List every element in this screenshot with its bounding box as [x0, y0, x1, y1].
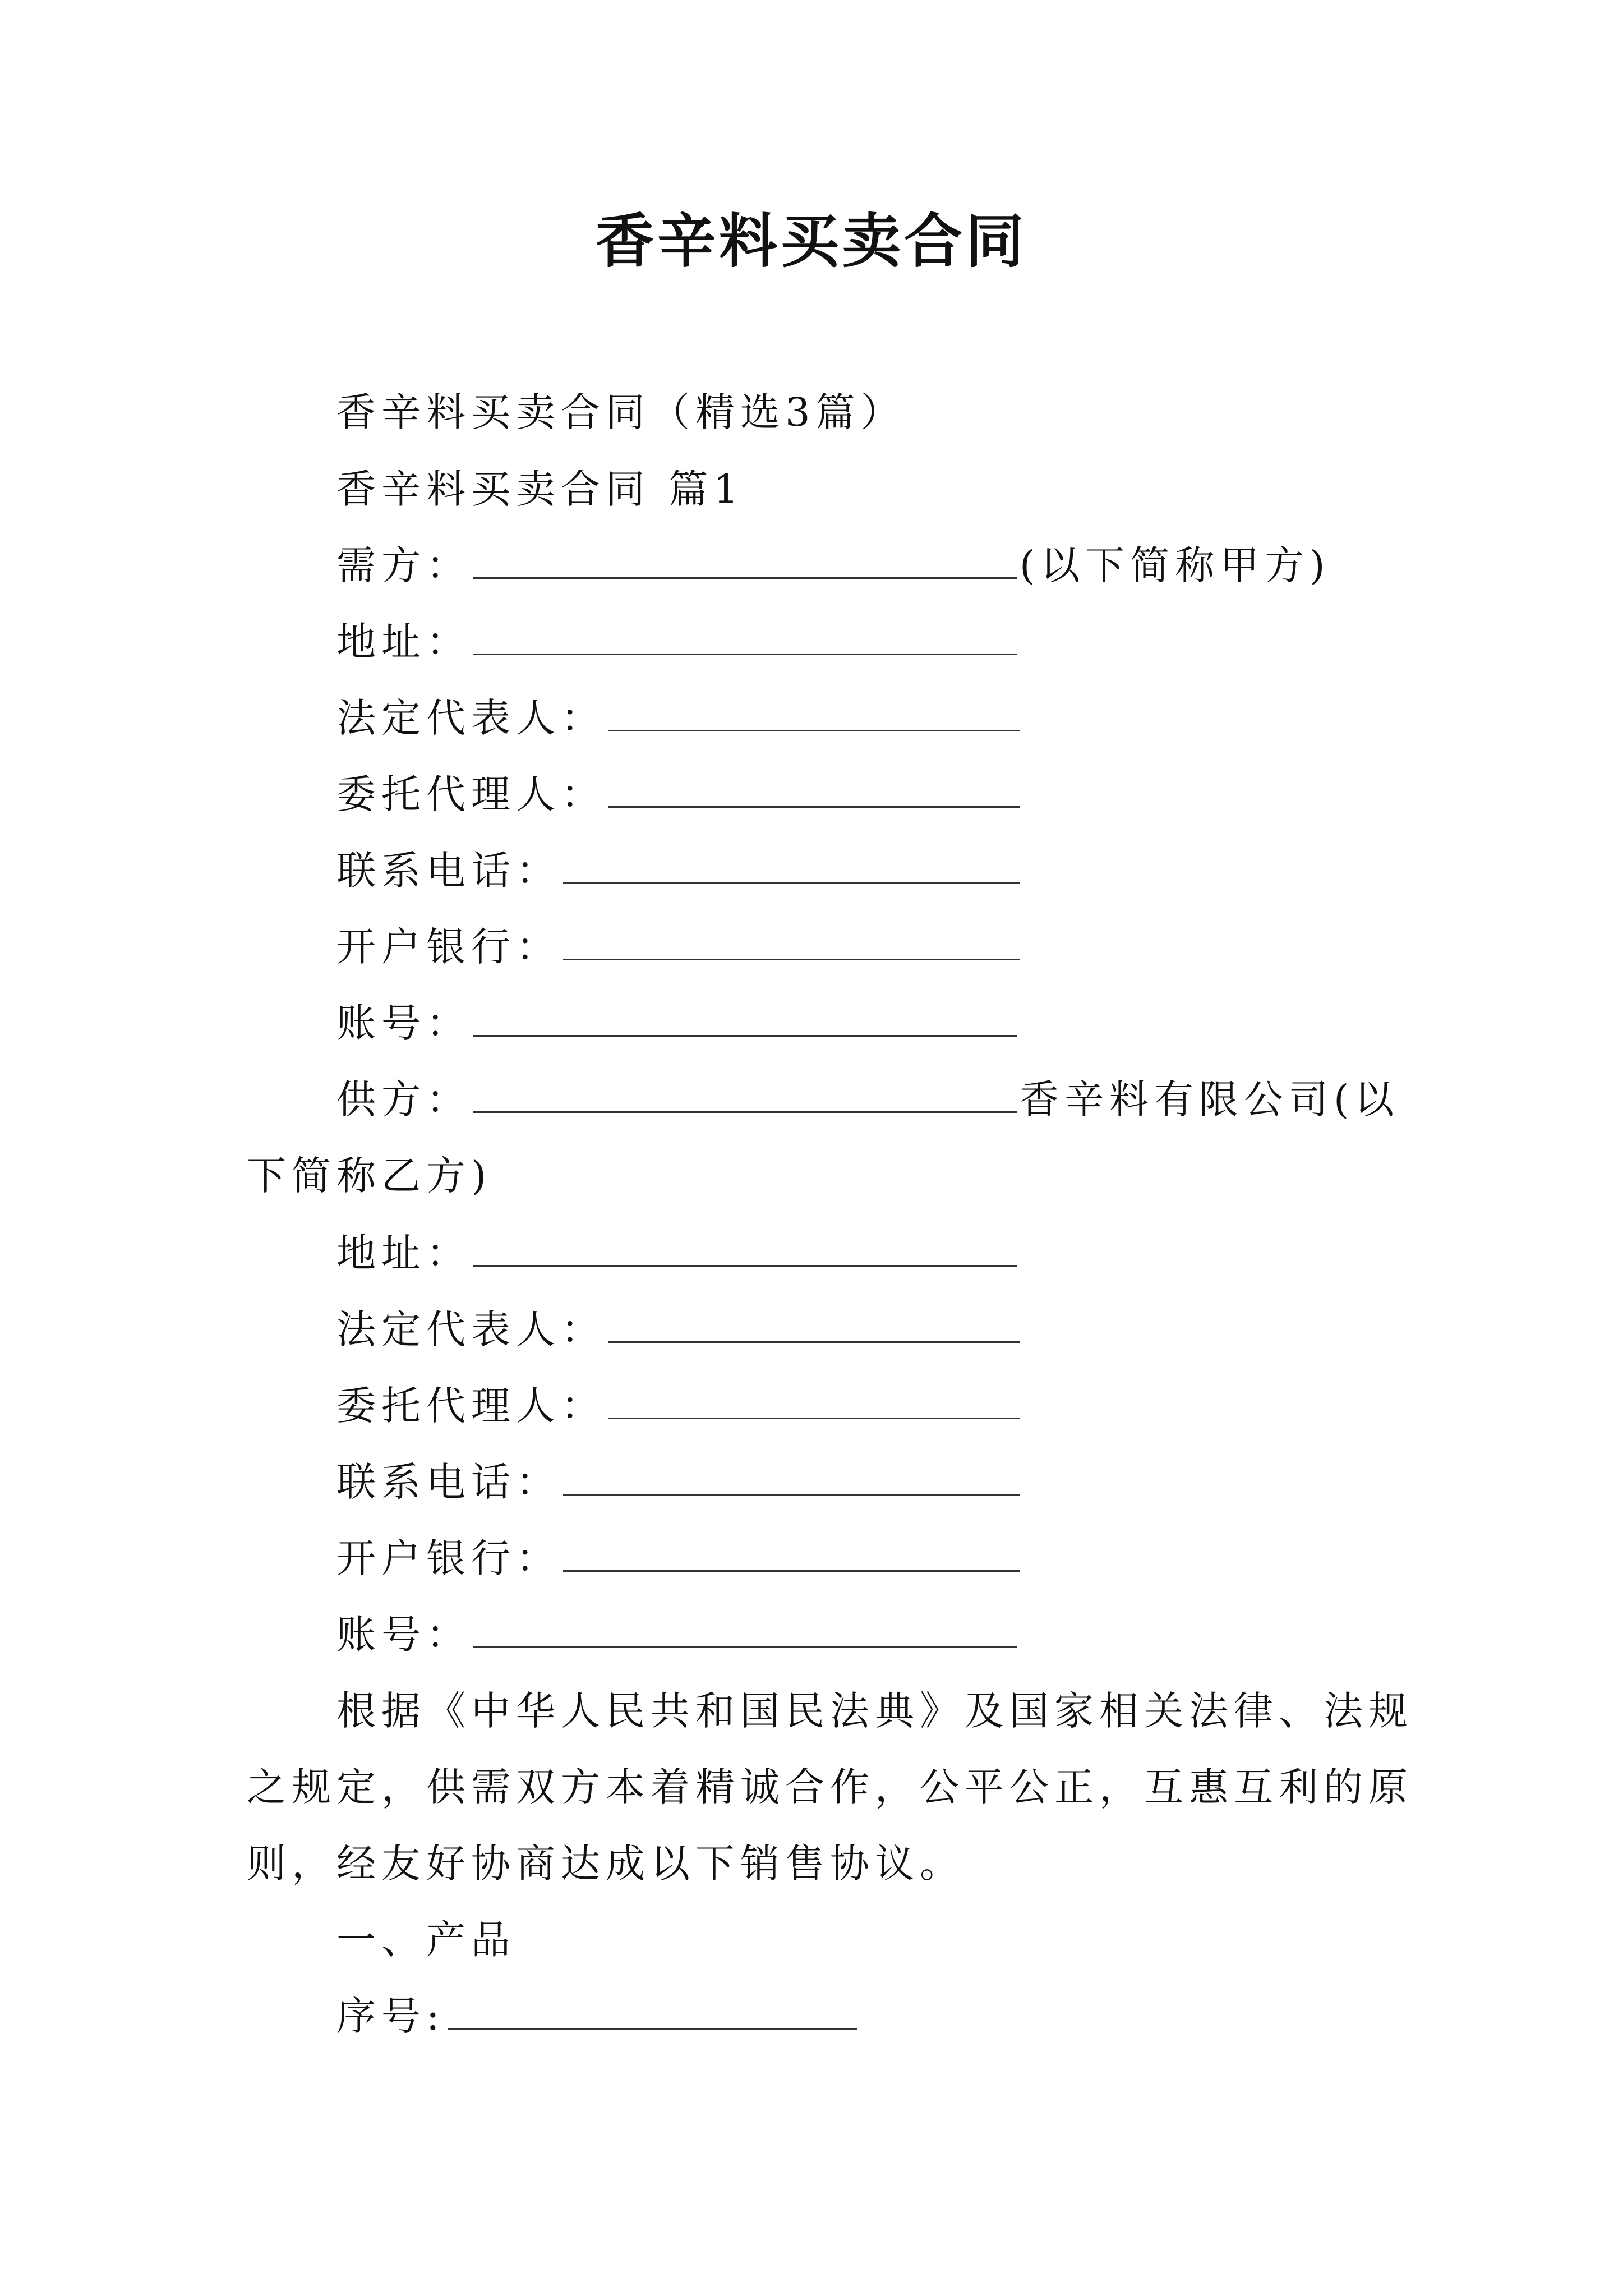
buyer-agent-blank[interactable] [608, 767, 1020, 808]
seller-bank-row [336, 1530, 1022, 1586]
seller-name-suffix-cont: 下简称乙方) [247, 1153, 492, 1199]
seller-name-label: 供方： [336, 1076, 471, 1122]
seller-agent-blank[interactable] [608, 1378, 1020, 1419]
seller-name-suffix: 香辛料有限公司(以 [1020, 1076, 1400, 1122]
seller-address-row [336, 1225, 1020, 1281]
document-title: 香辛料买卖合同 [595, 206, 1027, 275]
seller-name-blank[interactable] [473, 1072, 1017, 1113]
seller-name-row [336, 1071, 1399, 1128]
seller-address-blank[interactable] [473, 1226, 1017, 1267]
buyer-name-suffix: (以下简称甲方) [1020, 542, 1331, 588]
buyer-name-label: 需方： [336, 542, 471, 588]
seller-legal-rep-row [336, 1301, 1022, 1358]
buyer-address-label: 地址： [336, 619, 471, 665]
buyer-legal-rep-label: 法定代表人： [336, 695, 606, 741]
buyer-name-row [336, 537, 1331, 593]
buyer-bank-row [336, 919, 1022, 975]
seller-address-label: 地址： [336, 1230, 471, 1276]
buyer-account-blank[interactable] [473, 996, 1017, 1037]
seller-bank-blank[interactable] [563, 1531, 1020, 1572]
buyer-agent-label: 委托代理人： [336, 771, 606, 817]
buyer-legal-rep-blank[interactable] [608, 691, 1020, 731]
seller-agent-label: 委托代理人： [336, 1383, 606, 1429]
seller-phone-blank[interactable] [563, 1455, 1020, 1496]
seller-agent-row [336, 1378, 1022, 1434]
buyer-name-blank[interactable] [473, 538, 1017, 579]
buyer-phone-row [336, 843, 1022, 899]
document-subtitle: 香辛料买卖合同（精选3篇） [336, 389, 906, 435]
buyer-address-blank[interactable] [473, 614, 1017, 655]
seller-phone-row [336, 1454, 1022, 1510]
buyer-address-row [336, 614, 1020, 670]
preamble-line-3: 则，经友好协商达成以下销售协议。 [247, 1841, 965, 1887]
section-1-heading: 一、产品 [336, 1917, 516, 1963]
buyer-phone-label: 联系电话： [336, 848, 561, 894]
buyer-account-row [336, 995, 1020, 1051]
part-heading: 香辛料买卖合同 篇1 [336, 466, 744, 512]
buyer-phone-blank[interactable] [563, 843, 1020, 884]
seller-account-row [336, 1607, 1020, 1663]
buyer-agent-row [336, 766, 1022, 822]
seller-legal-rep-label: 法定代表人： [336, 1306, 606, 1352]
seller-bank-label: 开户银行： [336, 1535, 561, 1581]
seller-phone-label: 联系电话： [336, 1459, 561, 1505]
buyer-bank-blank[interactable] [563, 919, 1020, 960]
seller-account-blank[interactable] [473, 1607, 1017, 1648]
buyer-account-label: 账号： [336, 1000, 471, 1046]
serial-label: 序号: [336, 1993, 445, 2039]
seller-legal-rep-blank[interactable] [608, 1302, 1020, 1343]
buyer-bank-label: 开户银行： [336, 924, 561, 970]
serial-blank[interactable] [448, 1989, 857, 2030]
preamble-line-1: 根据《中华人民共和国民法典》及国家相关法律、法规 [336, 1688, 1413, 1734]
buyer-legal-rep-row [336, 690, 1022, 746]
seller-account-label: 账号： [336, 1612, 471, 1658]
serial-row [336, 1988, 859, 2044]
preamble-line-2: 之规定，供需双方本着精诚合作，公平公正，互惠互利的原 [247, 1764, 1413, 1810]
